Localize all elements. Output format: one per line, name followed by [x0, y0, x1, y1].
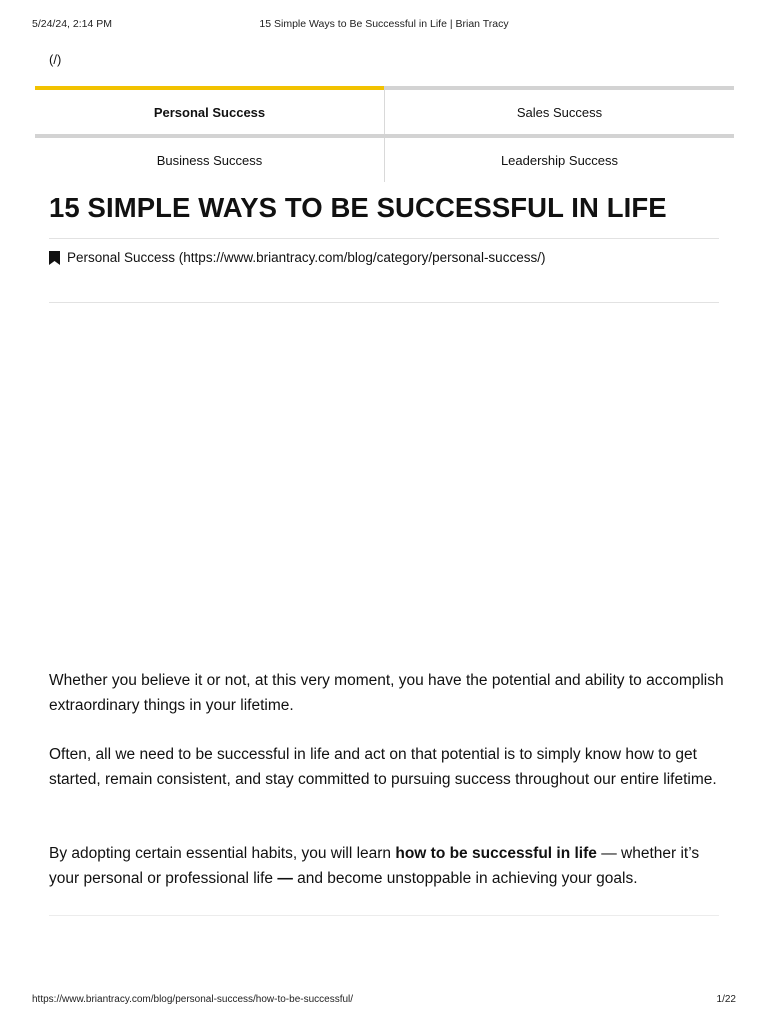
print-url: https://www.briantracy.com/blog/personal-success/how-to-be-successful/ [32, 994, 354, 1005]
print-date: 5/24/24, 2:14 PM [32, 18, 112, 30]
hero-image-placeholder [49, 304, 719, 644]
category-link[interactable]: Personal Success (https://www.briantracy.com/blog/category/personal-success/) [67, 250, 546, 265]
article-category [49, 250, 545, 265]
emphasis-dash: — [277, 869, 293, 887]
paragraph-text: By adopting certain essential habits, you will learn [49, 845, 396, 862]
category-row [35, 134, 734, 182]
intro-paragraph: Often, all we need to be successful in life and act on that potential is to simply know how to get started, remain consistent, and stay committed to pursuing success throughout our entire lifetime. [49, 746, 717, 788]
article-title: 15 SIMPLE WAYS TO BE SUCCESSFUL IN LIFE [49, 192, 667, 223]
intro-paragraph [49, 842, 729, 891]
category-tab-sales-success[interactable]: Sales Success [384, 90, 734, 134]
category-row [35, 86, 734, 134]
category-tab-personal-success[interactable]: Personal Success [35, 90, 384, 134]
emphasis-text: how to be successful in life [395, 845, 597, 862]
category-nav [35, 86, 734, 182]
intro-paragraph: Whether you believe it or not, at this very moment, you have the potential and ability to accomplish extraordinary things in your lifetime. [49, 672, 724, 714]
category-tab-business-success[interactable]: Business Success [156, 152, 263, 168]
paragraph-text: — whether it’s your personal or professional life [49, 845, 700, 887]
category-tab-leadership-success[interactable]: Leadership Success [384, 138, 734, 182]
paragraph-text: and become unstoppable in achieving your goals. [292, 869, 638, 887]
print-doc-title: 15 Simple Ways to Be Successful in Life | Brian Tracy [259, 18, 509, 30]
print-footer [32, 994, 736, 1008]
title-divider [49, 238, 719, 239]
page-number: 1/22 [716, 994, 736, 1005]
home-link[interactable]: (/) [49, 52, 62, 67]
meta-divider [49, 302, 719, 303]
content-divider [49, 915, 719, 916]
bookmark-icon [49, 251, 61, 265]
print-header [32, 18, 736, 32]
